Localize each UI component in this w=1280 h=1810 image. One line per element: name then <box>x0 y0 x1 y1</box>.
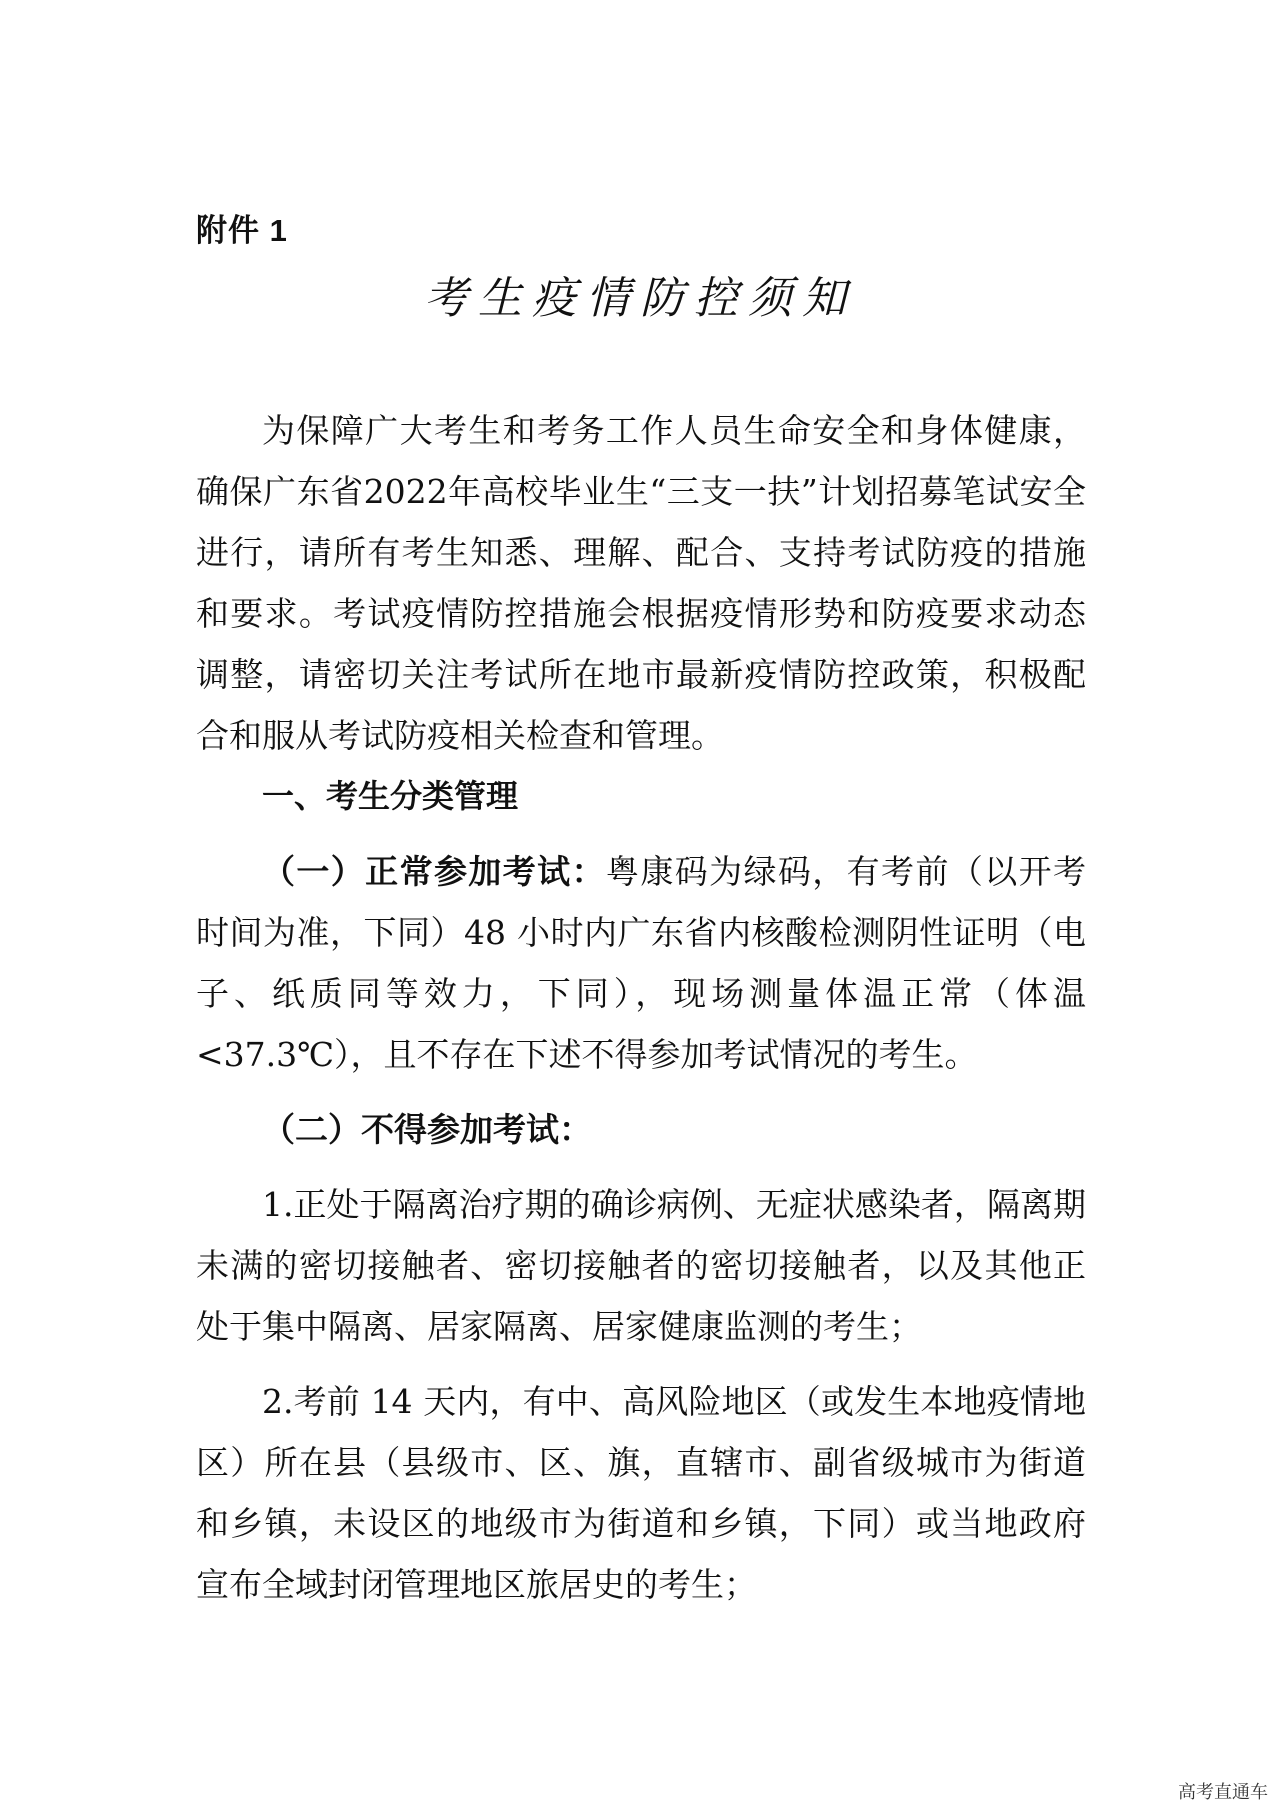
subsection-text-normal: 粤康码为绿码，有考前（以开考时间为准，下同）48 小时内广东省内核酸检测阴性证明（电子、纸质同等效力，下同），现场测量体温正常（体温<37.3℃），且不存在下述不得参加考试情况的考生。 <box>196 852 1087 1074</box>
list-item-2: 2.考前 14 天内，有中、高风险地区（或发生本地疫情地区）所在县（县级市、区、旗，直辖市、副省级城市为街道和乡镇，未设区的地级市为街道和乡镇，下同）或当地政府宣布全域封闭管理地区旅居史的考生； <box>196 1382 1086 1604</box>
document-title: 考生疫情防控须知 <box>424 273 856 324</box>
attachment-label: 附件 1 <box>196 213 288 248</box>
document-body <box>196 400 1086 1615</box>
subsection-normal-exam <box>196 841 1086 1085</box>
intro-paragraph: 为保障广大考生和考务工作人员生命安全和身体健康，确保广东省2022年高校毕业生“三支一扶”计划招募笔试安全进行，请所有考生知悉、理解、配合、支持考试防疫的措施和要求。考试疫情防控措施会根据疫情形势和防疫要求动态调整，请密切关注考试所在地市最新疫情防控政策，积极配合和服从考试防疫相关检查和管理。 <box>196 411 1086 755</box>
subsection-not-allowed <box>196 1099 1086 1160</box>
list-item-1: 1.正处于隔离治疗期的确诊病例、无症状感染者，隔离期未满的密切接触者、密切接触者的密切接触者，以及其他正处于集中隔离、居家隔离、居家健康监测的考生； <box>196 1185 1086 1346</box>
subsection-title-normal: （一）正常参加考试： <box>262 852 606 891</box>
subsection-title-not-allowed: （二）不得参加考试： <box>262 1110 592 1149</box>
watermark-text: 高考直通车 <box>1178 1782 1268 1803</box>
section-heading-1: 一、考生分类管理 <box>262 777 519 815</box>
